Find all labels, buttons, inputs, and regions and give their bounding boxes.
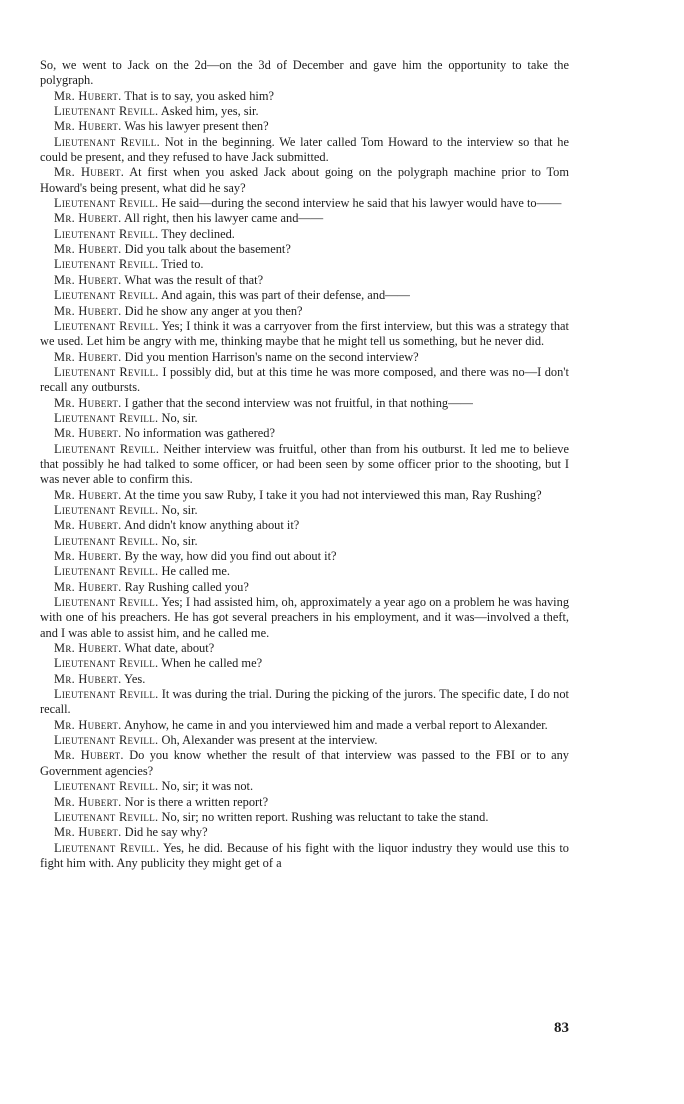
dialogue-line [40, 196, 569, 211]
dialogue-line [40, 564, 569, 579]
dialogue-line [40, 257, 569, 272]
dialogue-line [40, 426, 569, 441]
speaker-name: Mr. Hubert. [54, 794, 122, 809]
speaker-name: Mr. Hubert. [54, 748, 124, 763]
dialogue-line [40, 488, 569, 503]
dialogue-line [40, 288, 569, 303]
speaker-name: Lieutenant Revill. [54, 502, 159, 517]
speech-text: It was during the trial. During the picking of the jurors. The specific date, I do not recall. [40, 687, 569, 717]
speech-text: At first when you asked Jack about going on the polygraph machine prior to Tom Howard's being present, what did he say? [40, 165, 569, 195]
dialogue-line [40, 442, 569, 488]
speech-text: Did you talk about the basement? [124, 242, 291, 257]
speech-text: Did he say why? [124, 825, 208, 840]
speaker-name: Lieutenant Revill. [54, 288, 159, 303]
dialogue-line [40, 825, 569, 840]
speaker-name: Lieutenant Revill. [54, 134, 160, 149]
speaker-name: Mr. Hubert. [54, 242, 122, 257]
speech-text: And again, this was part of their defense, and—— [160, 288, 410, 303]
speaker-name: Mr. Hubert. [54, 549, 122, 563]
dialogue-line [40, 733, 569, 748]
dialogue-line [40, 656, 569, 671]
page-number: 83 [554, 1020, 569, 1036]
speech-text: And didn't know anything about it? [123, 518, 300, 533]
dialogue-line [40, 549, 569, 564]
speaker-name: Mr. Hubert. [54, 717, 122, 732]
dialogue-line [40, 672, 569, 687]
speaker-name: Mr. Hubert. [54, 88, 122, 103]
dialogue-line [40, 748, 569, 779]
speech-text: They declined. [161, 226, 235, 241]
speaker-name: Mr. Hubert. [54, 349, 122, 364]
speech-text: No, sir. [161, 533, 198, 548]
speech-text: No, sir. [161, 410, 198, 425]
dialogue-line [40, 779, 569, 794]
speaker-name: Mr. Hubert. [54, 395, 122, 410]
speaker-name: Lieutenant Revill. [54, 733, 159, 748]
dialogue-line [40, 503, 569, 518]
speech-text: That is to say, you asked him? [124, 88, 274, 103]
speaker-name: Mr. Hubert. [54, 671, 122, 686]
speech-text: At the time you saw Ruby, I take it you had not interviewed this man, Ray Rushing? [123, 487, 542, 502]
speech-text: Did you mention Harrison's name on the second interview? [124, 349, 419, 364]
speech-text: Tried to. [161, 257, 204, 272]
speaker-name: Mr. Hubert. [54, 119, 122, 134]
speaker-name: Lieutenant Revill. [54, 687, 159, 702]
transcript-page [40, 58, 569, 871]
speaker-name: Mr. Hubert. [54, 211, 122, 226]
speech-text: When he called me? [161, 656, 263, 671]
speaker-name: Lieutenant Revill. [54, 595, 159, 610]
speaker-name: Lieutenant Revill. [54, 656, 159, 671]
speaker-name: Mr. Hubert. [54, 303, 122, 318]
dialogue-line [40, 365, 569, 396]
dialogue-line [40, 211, 569, 226]
speech-text: Yes, he did. Because of his fight with the liquor industry they would use this to fight him with. Any publicity they might get of a [40, 840, 569, 870]
speech-text: By the way, how did you find out about it? [124, 549, 337, 563]
speaker-name: Mr. Hubert. [54, 426, 122, 441]
speech-text: No information was gathered? [124, 426, 275, 441]
speech-text: No, sir; it was not. [161, 779, 254, 794]
dialogue-line [40, 718, 569, 733]
speaker-name: Lieutenant Revill. [54, 840, 160, 855]
speech-text: I possibly did, but at this time he was more composed, and there was no—I don't recall any outbursts. [40, 364, 569, 395]
speech-text: No, sir; no written report. Rushing was reluctant to take the stand. [161, 809, 489, 824]
speech-text: Nor is there a written report? [124, 794, 269, 809]
dialogue-line [40, 135, 569, 166]
speech-text: Yes; I had assisted him, oh, approximately a year ago on a problem he was having with one of his preachers. He has got several preachers in his employment, and it was—involved a theft, and I was able to assist him, and he called me. [40, 595, 570, 640]
speech-text: Neither interview was fruitful, other than from his outburst. It led me to believe that possibly he had talked to some officer, or had been seen by some officer prior to the shooting, but I was never able to confirm this. [40, 441, 569, 487]
dialogue-line [40, 641, 569, 656]
speaker-name: Lieutenant Revill. [54, 441, 160, 456]
speaker-name: Mr. Hubert. [54, 825, 122, 840]
speech-text: What date, about? [124, 641, 215, 656]
speaker-name: Lieutenant Revill. [54, 779, 159, 794]
speaker-name: Lieutenant Revill. [54, 196, 159, 211]
dialogue-line [40, 165, 569, 196]
dialogue-line [40, 104, 569, 119]
speaker-name: Mr. Hubert. [54, 641, 122, 656]
speaker-name: Lieutenant Revill. [54, 809, 159, 824]
speech-text: Asked him, yes, sir. [160, 104, 259, 119]
speech-text: He called me. [161, 564, 230, 579]
speaker-name: Mr. Hubert. [54, 579, 122, 594]
speech-text: Did he show any anger at you then? [124, 303, 303, 318]
speech-text: No, sir. [161, 502, 198, 517]
speaker-name: Lieutenant Revill. [54, 564, 159, 579]
speech-text: Ray Rushing called you? [124, 579, 249, 594]
dialogue-line [40, 396, 569, 411]
dialogue-line [40, 518, 569, 533]
speaker-name: Lieutenant Revill. [54, 364, 159, 379]
speech-text: Was his lawyer present then? [124, 119, 269, 134]
dialogue-line [40, 687, 569, 718]
speech-text: What was the result of that? [124, 272, 264, 287]
speaker-name: Lieutenant Revill. [54, 533, 159, 548]
speech-text: All right, then his lawyer came and—— [123, 211, 324, 226]
dialogue-line [40, 810, 569, 825]
speaker-name: Lieutenant Revill. [54, 410, 159, 425]
speaker-name: Lieutenant Revill. [54, 257, 159, 272]
speaker-name: Lieutenant Revill. [54, 104, 159, 119]
speaker-name: Lieutenant Revill. [54, 318, 159, 333]
dialogue-line [40, 227, 569, 242]
speech-text: I gather that the second interview was not fruitful, in that nothing—— [124, 395, 473, 410]
opening-paragraph: So, we went to Jack on the 2d—on the 3d of December and gave him the opportunity to take the polygraph. [40, 58, 569, 88]
dialogue-line [40, 595, 569, 641]
speech-text: Anyhow, he came in and you interviewed him and made a verbal report to Alexander. [123, 717, 548, 732]
dialogue-line [40, 580, 569, 595]
speaker-name: Lieutenant Revill. [54, 226, 159, 241]
dialogue-line [40, 411, 569, 426]
dialogue-line [40, 534, 569, 549]
speaker-name: Mr. Hubert. [54, 487, 122, 502]
speech-text: He said—during the second interview he said that his lawyer would have to—— [161, 196, 562, 211]
dialogue-line [40, 89, 569, 104]
dialogue-line [40, 273, 569, 288]
speech-text: Do you know whether the result of that interview was passed to the FBI or to any Government agencies? [40, 748, 569, 778]
speaker-name: Mr. Hubert. [54, 518, 122, 533]
speech-text: Oh, Alexander was present at the interview. [161, 733, 378, 748]
speech-text: Yes; I think it was a carryover from the first interview, but this was a strategy that we used. Let him be angry with me, thinking maybe that he might tell us something, but he never did. [40, 318, 569, 349]
dialogue-line [40, 841, 569, 872]
dialogue-line [40, 119, 569, 134]
speech-text: Not in the beginning. We later called Tom Howard to the interview so that he could be present, and they refused to have Jack submitted. [40, 134, 569, 165]
dialogue-line [40, 319, 569, 350]
dialogue-line [40, 304, 569, 319]
speech-text: Yes. [124, 671, 146, 686]
dialogue-line [40, 242, 569, 257]
dialogue-line [40, 795, 569, 810]
speaker-name: Mr. Hubert. [54, 272, 122, 287]
speaker-name: Mr. Hubert. [54, 165, 125, 180]
dialogue-list [40, 89, 569, 872]
dialogue-line [40, 350, 569, 365]
